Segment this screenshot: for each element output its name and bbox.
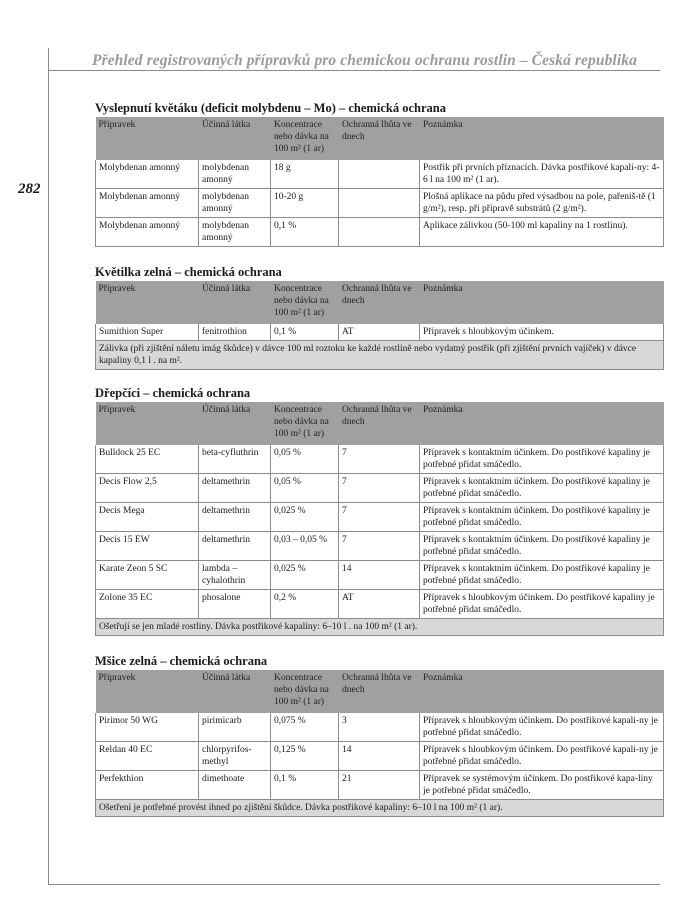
cell-note: Přípravek s kontaktním účinkem. Do postřikové kapaliny je potřebné přidat smáčedlo. xyxy=(420,561,664,590)
cell-note: Přípravek s kontaktním účinkem. Do postřikové kapaliny je potřebné přidat smáčedlo. xyxy=(420,503,664,532)
cell-interval: 7 xyxy=(339,503,420,532)
col-header-dose: Koncentrace nebo dávka na 100 m² (1 ar) xyxy=(271,117,339,160)
cell-product: Pirimor 50 WG xyxy=(96,713,199,742)
col-header-interval: Ochranná lhůta ve dnech xyxy=(339,402,420,445)
cell-substance: deltamethrin xyxy=(199,474,271,503)
page-number: 282 xyxy=(18,181,41,197)
table-row xyxy=(96,561,664,590)
cell-dose: 0,2 % xyxy=(271,590,339,619)
table-row xyxy=(96,532,664,561)
section-title: Mšice zelná – chemická ochrana xyxy=(95,654,268,668)
cell-product: Perfekthion xyxy=(96,771,199,800)
cell-substance: lambda – cyhalothrin xyxy=(199,561,271,590)
cell-dose: 0,05 % xyxy=(271,474,339,503)
table-header-row xyxy=(96,670,664,713)
col-header-dose: Koncentrace nebo dávka na 100 m² (1 ar) xyxy=(271,670,339,713)
table-header-row xyxy=(96,117,664,160)
cell-interval: 7 xyxy=(339,474,420,503)
section-flea-beetles xyxy=(95,386,663,636)
col-header-product: Přípravek xyxy=(96,670,199,713)
cell-dose: 10-20 g xyxy=(271,189,339,218)
cell-dose: 0,1 % xyxy=(271,771,339,800)
table-row xyxy=(96,189,664,218)
cell-substance: phosalone xyxy=(199,590,271,619)
table-row xyxy=(96,445,664,474)
col-header-interval: Ochranná lhůta ve dnech xyxy=(339,670,420,713)
cell-dose: 0,075 % xyxy=(271,713,339,742)
cell-interval xyxy=(339,160,420,189)
product-table xyxy=(95,670,664,817)
table-footnote: Ošetření je potřebné provést ihned po zjištění škůdce. Dávka postřikové kapaliny: 6–10 l na 100 m² (1 ar). xyxy=(96,800,664,817)
table-footnote-row xyxy=(96,619,664,636)
table-row xyxy=(96,218,664,247)
cell-substance: molybdenan amonný xyxy=(199,160,271,189)
section-cabbage-fly xyxy=(95,265,663,370)
col-header-dose: Koncentrace nebo dávka na 100 m² (1 ar) xyxy=(271,281,339,324)
col-header-substance: Účinná látka xyxy=(199,670,271,713)
cell-dose: 0,05 % xyxy=(271,445,339,474)
cell-product: Molybdenan amonný xyxy=(96,189,199,218)
cell-dose: 0,125 % xyxy=(271,742,339,771)
cell-note: Aplikace zálivkou (50-100 ml kapaliny na 1 rostlinu). xyxy=(420,218,664,247)
table-row xyxy=(96,474,664,503)
table-footnote-row xyxy=(96,341,664,370)
cell-interval: AT xyxy=(339,324,420,341)
table-row xyxy=(96,160,664,189)
col-header-interval: Ochranná lhůta ve dnech xyxy=(339,117,420,160)
cell-interval: 14 xyxy=(339,561,420,590)
cell-note: Přípravek s hloubkovým účinkem. xyxy=(420,324,664,341)
cell-interval: AT xyxy=(339,590,420,619)
cell-substance: molybdenan amonný xyxy=(199,189,271,218)
product-table xyxy=(95,117,664,247)
col-header-product: Přípravek xyxy=(96,117,199,160)
table-header-row xyxy=(96,281,664,324)
cell-substance: beta-cyfluthrin xyxy=(199,445,271,474)
section-title: Dřepčíci – chemická ochrana xyxy=(95,386,251,400)
cell-interval: 14 xyxy=(339,742,420,771)
col-header-dose: Koncentrace nebo dávka na 100 m² (1 ar) xyxy=(271,402,339,445)
col-header-note: Poznámka xyxy=(420,117,664,160)
cell-substance: deltamethrin xyxy=(199,532,271,561)
cell-product: Karate Zeon 5 SC xyxy=(96,561,199,590)
table-row xyxy=(96,713,664,742)
cell-substance: fenitrothion xyxy=(199,324,271,341)
cell-dose: 0,025 % xyxy=(271,561,339,590)
cell-dose: 18 g xyxy=(271,160,339,189)
table-row xyxy=(96,742,664,771)
page-header: Přehled registrovaných přípravků pro chemickou ochranu rostlin – Česká republika xyxy=(92,52,637,69)
product-table xyxy=(95,402,664,636)
cell-note: Přípravek s kontaktním účinkem. Do postřikové kapaliny je potřebné přidat smáčedlo. xyxy=(420,474,664,503)
footer-rule xyxy=(48,884,660,885)
cell-interval: 3 xyxy=(339,713,420,742)
col-header-note: Poznámka xyxy=(420,281,664,324)
col-header-substance: Účinná látka xyxy=(199,117,271,160)
cell-product: Reldan 40 EC xyxy=(96,742,199,771)
section-title: Vyslepnutí květáku (deficit molybdenu – Mo) – chemická ochrana xyxy=(95,101,446,115)
cell-note: Přípravek se systémovým účinkem. Do postřikové kapa-liny je potřebné přidat smáčedlo. xyxy=(420,771,664,800)
table-footnote: Zálivka (při zjištění náletu imág škůdce) v dávce 100 ml roztoku ke každé rostlině nebo vydatný postřik (při zjištění prvních vajíček) v dávce kapaliny 0,1 l . na m². xyxy=(96,341,664,370)
table-row xyxy=(96,590,664,619)
cell-interval xyxy=(339,218,420,247)
cell-interval: 21 xyxy=(339,771,420,800)
cell-substance: pirimicarb xyxy=(199,713,271,742)
cell-dose: 0,1 % xyxy=(271,324,339,341)
section-molybdenum-deficiency xyxy=(95,101,663,247)
section-title: Květilka zelná – chemická ochrana xyxy=(95,265,282,279)
table-footnote-row xyxy=(96,800,664,817)
cell-dose: 0,03 – 0,05 % xyxy=(271,532,339,561)
col-header-product: Přípravek xyxy=(96,281,199,324)
left-margin-rule xyxy=(48,48,49,884)
cell-substance: chlorpyrifos-methyl xyxy=(199,742,271,771)
section-cabbage-aphid xyxy=(95,654,663,817)
cell-product: Decis Flow 2,5 xyxy=(96,474,199,503)
cell-note: Přípravek s kontaktním účinkem. Do postřikové kapaliny je potřebné přidat smáčedlo. xyxy=(420,532,664,561)
cell-product: Molybdenan amonný xyxy=(96,218,199,247)
cell-note: Přípravek s hloubkovým účinkem. Do postřikové kapali-ny je potřebné přidat smáčedlo. xyxy=(420,713,664,742)
cell-product: Decis Mega xyxy=(96,503,199,532)
cell-note: Postřik při prvních příznacích. Dávka postřikové kapali-ny: 4-6 l na 100 m² (1 ar). xyxy=(420,160,664,189)
table-header-row xyxy=(96,402,664,445)
cell-product: Bulldock 25 EC xyxy=(96,445,199,474)
cell-dose: 0,1 % xyxy=(271,218,339,247)
col-header-note: Poznámka xyxy=(420,670,664,713)
cell-product: Decis 15 EW xyxy=(96,532,199,561)
col-header-product: Přípravek xyxy=(96,402,199,445)
col-header-substance: Účinná látka xyxy=(199,281,271,324)
cell-substance: molybdenan amonný xyxy=(199,218,271,247)
cell-substance: deltamethrin xyxy=(199,503,271,532)
cell-note: Přípravek s kontaktním účinkem. Do postřikové kapaliny je potřebné přidat smáčedlo. xyxy=(420,445,664,474)
col-header-note: Poznámka xyxy=(420,402,664,445)
cell-note: Přípravek s hloubkovým účinkem. Do postřikové kapaliny je potřebné přidat smáčedlo. xyxy=(420,590,664,619)
cell-product: Molybdenan amonný xyxy=(96,160,199,189)
cell-note: Přípravek s hloubkovým účinkem. Do postřikové kapali-ny je potřebné přidat smáčedlo. xyxy=(420,742,664,771)
cell-dose: 0,025 % xyxy=(271,503,339,532)
cell-interval xyxy=(339,189,420,218)
table-footnote: Ošetřují se jen mladé rostliny. Dávka postřikové kapaliny: 6–10 l . na 100 m² (1 ar). xyxy=(96,619,664,636)
cell-note: Plošná aplikace na půdu před výsadbou na pole, pařeniš-tě (1 g/m²), resp. při přípravě substrátů (2 g/m²). xyxy=(420,189,664,218)
table-row xyxy=(96,503,664,532)
cell-substance: dimethoate xyxy=(199,771,271,800)
col-header-interval: Ochranná lhůta ve dnech xyxy=(339,281,420,324)
header-rule xyxy=(48,70,660,71)
product-table xyxy=(95,281,664,370)
cell-product: Sumithion Super xyxy=(96,324,199,341)
cell-product: Zolone 35 EC xyxy=(96,590,199,619)
col-header-substance: Účinná látka xyxy=(199,402,271,445)
table-row xyxy=(96,324,664,341)
table-row xyxy=(96,771,664,800)
cell-interval: 7 xyxy=(339,445,420,474)
cell-interval: 7 xyxy=(339,532,420,561)
